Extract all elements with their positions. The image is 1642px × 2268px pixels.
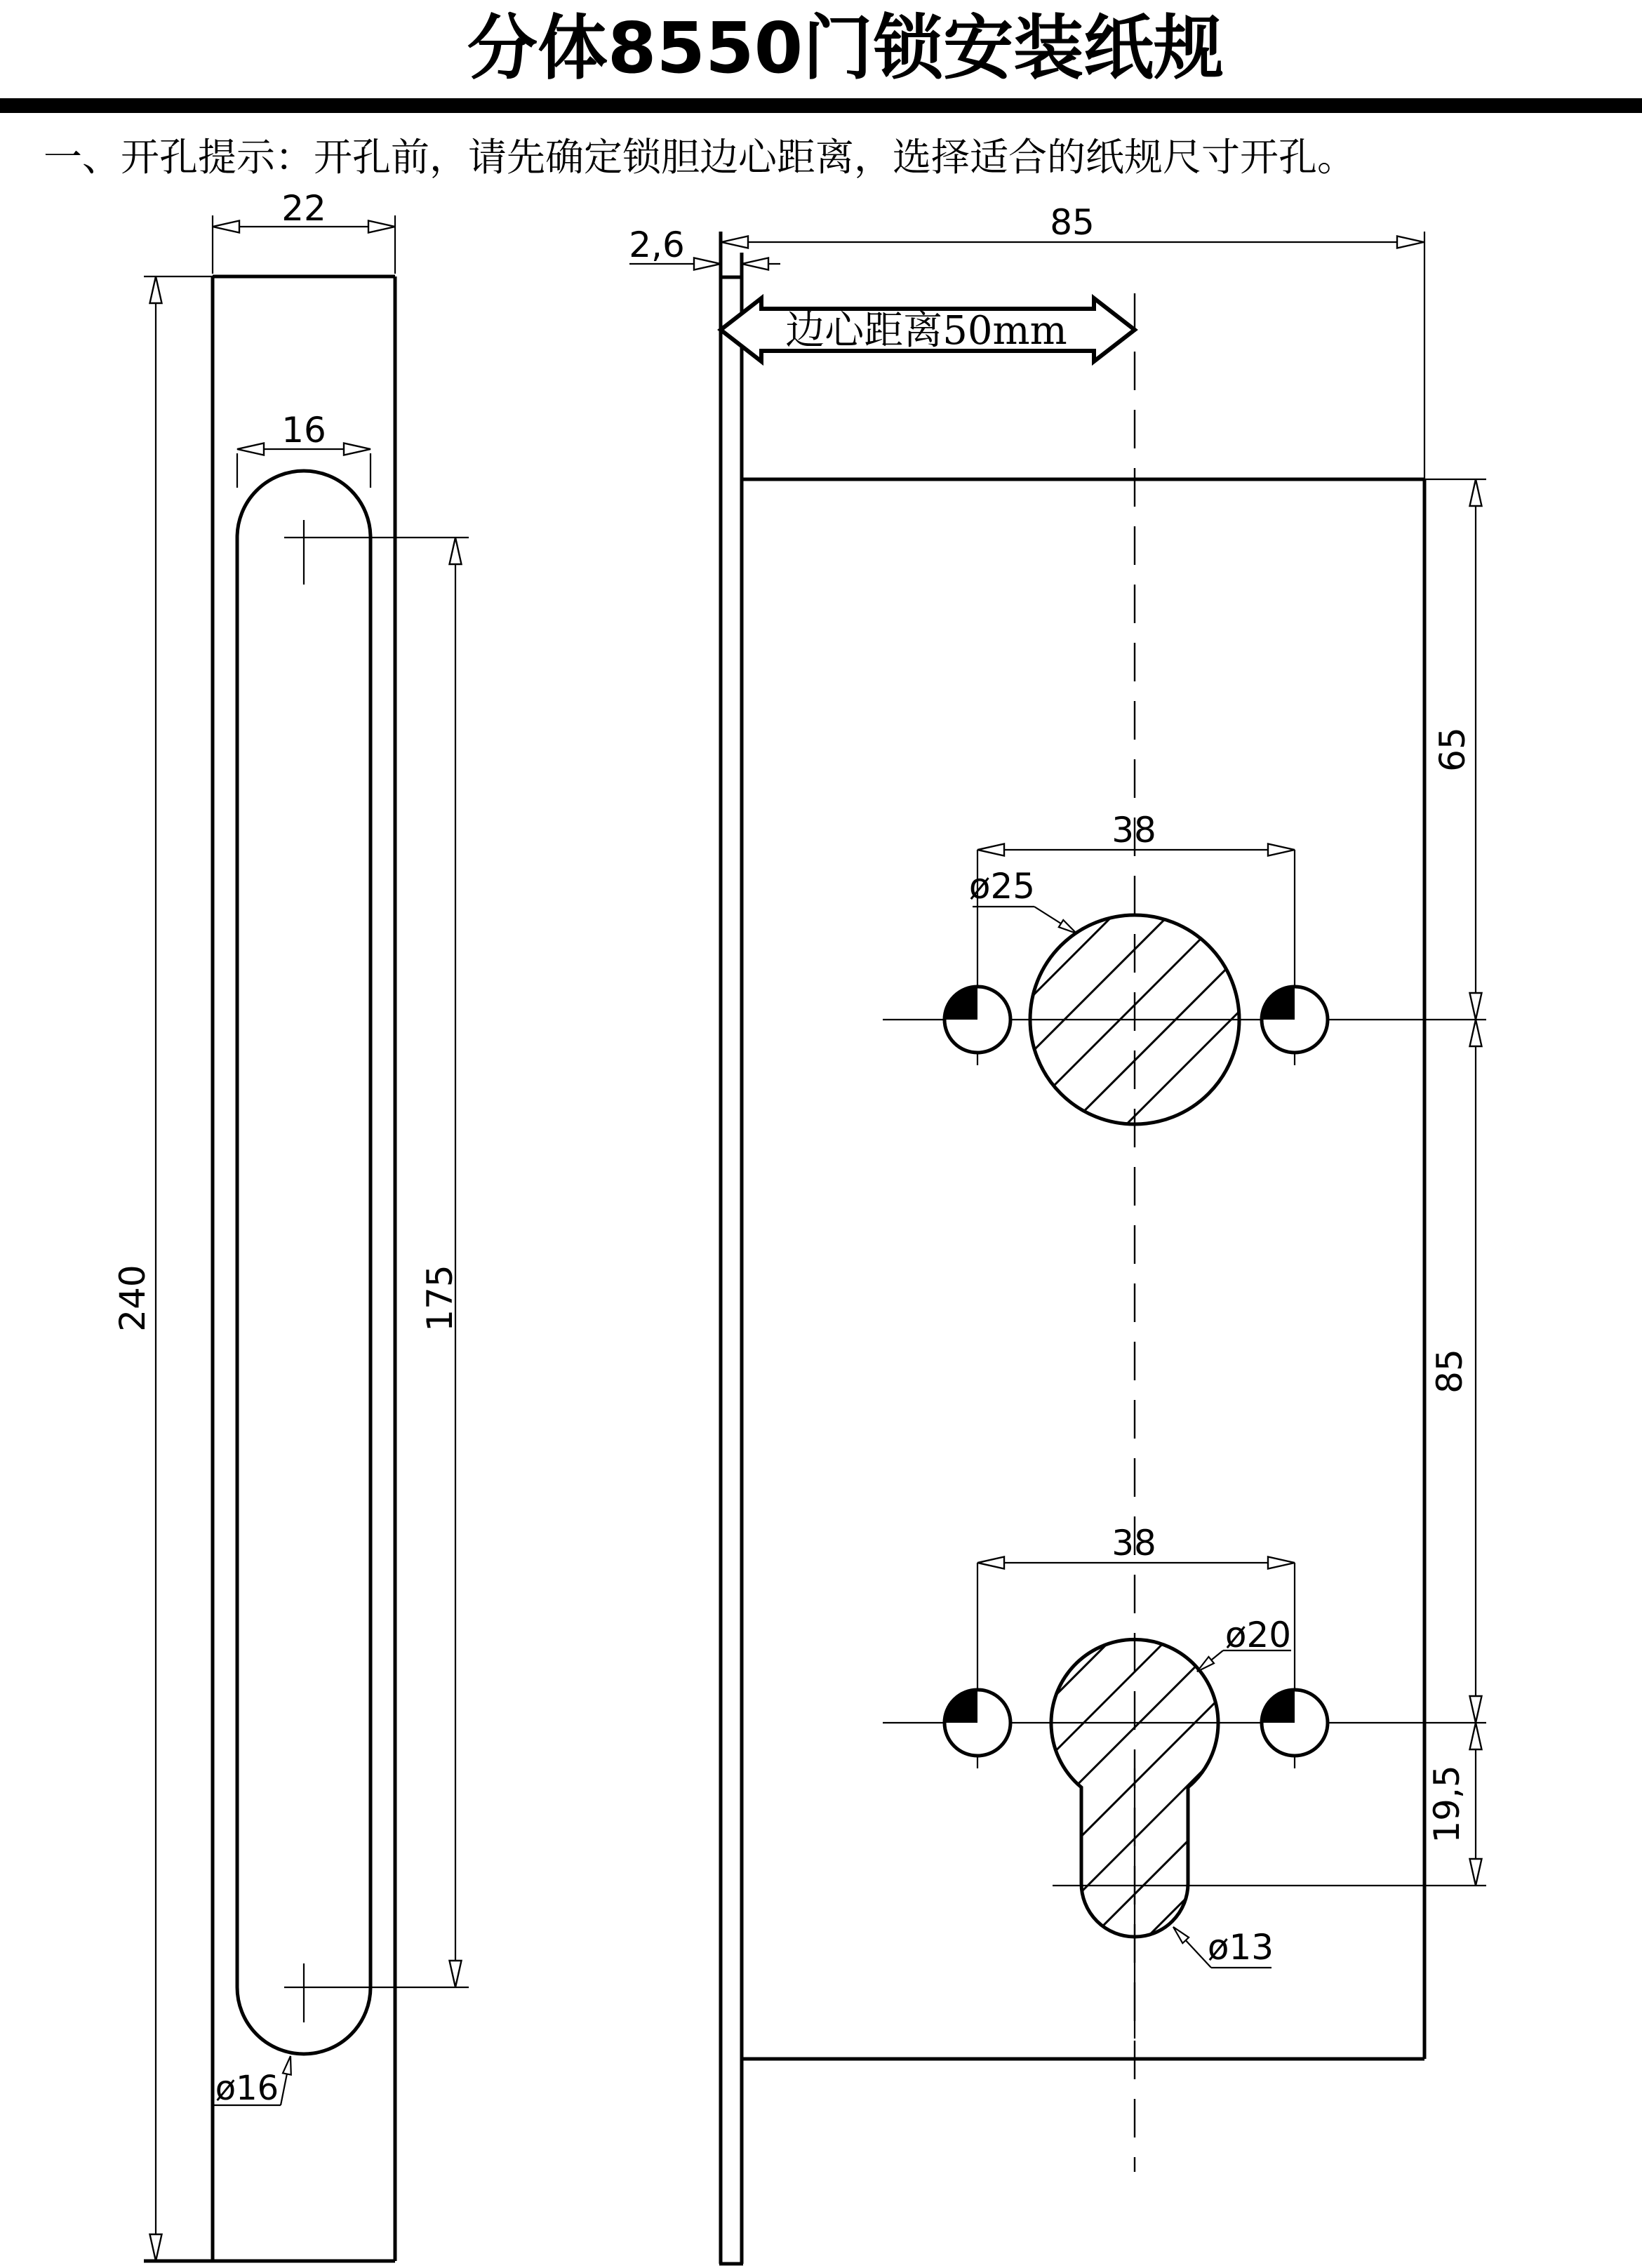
plate-width-85-label: 85 bbox=[1050, 202, 1095, 243]
handle-hole-diameter-label: ø25 bbox=[968, 866, 1036, 907]
plate-width-label: 22 bbox=[281, 188, 326, 229]
screw-hole-quadrant bbox=[945, 1690, 977, 1723]
dimension-top-to-handle bbox=[1432, 479, 1476, 1020]
dimension-faceplate-thickness bbox=[629, 225, 780, 265]
slot-length-label: 175 bbox=[420, 1265, 460, 1332]
cylinder-hole-diameter-label: ø20 bbox=[1224, 1615, 1292, 1655]
handle-to-cylinder-label: 85 bbox=[1429, 1349, 1470, 1394]
handle-screw-spacing-label: 38 bbox=[1112, 810, 1156, 850]
handle-hole-circle bbox=[1030, 915, 1239, 1124]
label-cylinder-hole-diameter bbox=[1197, 1615, 1291, 1672]
face-plate-view bbox=[629, 202, 1486, 2264]
cylinder-tail-diameter-label: ø13 bbox=[1207, 1927, 1274, 1968]
screw-hole-quadrant bbox=[1262, 1690, 1295, 1723]
page-title: 分体8550门锁安装纸规 bbox=[467, 7, 1224, 89]
backset-arrow bbox=[721, 298, 1135, 361]
faceplate-thickness-label: 2,6 bbox=[629, 225, 685, 265]
cylinder-tail-offset-label: 19,5 bbox=[1427, 1765, 1467, 1843]
dimension-handle-to-cylinder bbox=[1429, 1020, 1476, 1723]
drilling-note: 一、开孔提示：开孔前，请先确定锁胆边心距离，选择适合的纸规尺寸开孔。 bbox=[44, 135, 1356, 180]
dimension-plate-height bbox=[112, 276, 213, 2261]
label-slot-end-diameter bbox=[213, 2056, 291, 2108]
backset-label: 边心距离50mm bbox=[785, 308, 1067, 354]
plate-height-label: 240 bbox=[112, 1265, 153, 1332]
title-divider-bar bbox=[0, 98, 1642, 113]
top-to-handle-label: 65 bbox=[1432, 727, 1473, 772]
front-edge-view bbox=[112, 188, 469, 2261]
label-cylinder-tail-diameter bbox=[1173, 1927, 1274, 1968]
header bbox=[0, 7, 1642, 180]
label-handle-hole-diameter bbox=[969, 866, 1076, 933]
screw-hole-quadrant bbox=[1262, 987, 1295, 1020]
screw-hole-quadrant bbox=[945, 987, 977, 1020]
cylinder-keyhole-shape bbox=[1051, 1639, 1218, 1937]
slot-end-diameter-label: ø16 bbox=[215, 2069, 279, 2108]
dimension-plate-width bbox=[213, 188, 395, 274]
dimension-slot-width bbox=[237, 410, 371, 488]
cylinder-screw-spacing-label: 38 bbox=[1112, 1523, 1156, 1563]
dimension-cylinder-tail-offset bbox=[1427, 1723, 1476, 1886]
dimension-plate-width-85 bbox=[721, 202, 1424, 243]
slot-cutout-outline bbox=[237, 471, 371, 2054]
dimension-slot-length bbox=[420, 538, 460, 1987]
slot-width-label: 16 bbox=[281, 410, 326, 451]
